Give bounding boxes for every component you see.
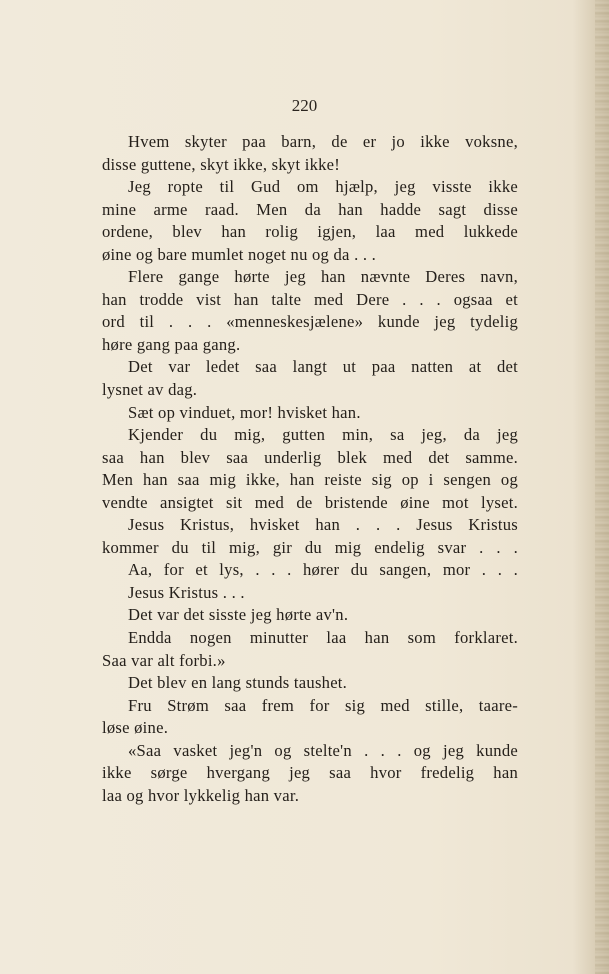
- text-line: vendte ansigtet sit med de bristende øine mot lyset.: [102, 492, 518, 512]
- text-line: Aa, for et lys, . . . hører du sangen, mor . . .: [128, 560, 518, 580]
- text-line: Men han saa mig ikke, han reiste sig op i sengen og: [102, 470, 518, 490]
- text-line: han trodde vist han talte med Dere . . . ogsaa et: [102, 289, 518, 309]
- text-line: Endda nogen minutter laa han som forklaret.: [128, 628, 518, 648]
- text-line: Kjender du mig, gutten min, sa jeg, da jeg: [128, 425, 518, 445]
- text-line: høre gang paa gang.: [102, 334, 241, 354]
- text-line: Sæt op vinduet, mor! hvisket han.: [128, 402, 361, 422]
- text-line: saa han blev saa underlig blek med det samme.: [102, 447, 518, 467]
- text-line: laa og hvor lykkelig han var.: [102, 785, 300, 805]
- text-line: «Saa vasket jeg'n og stelte'n . . . og jeg kunde: [128, 740, 518, 760]
- text-line: kommer du til mig, gir du mig endelig svar . . .: [102, 537, 518, 557]
- page-edge: [595, 0, 609, 974]
- text-line: Jeg ropte til Gud om hjælp, jeg visste ikke: [128, 177, 518, 197]
- text-line: Flere gange hørte jeg han nævnte Deres navn,: [128, 267, 518, 287]
- text-line: øine og bare mumlet noget nu og da . . .: [102, 244, 377, 264]
- text-line: lysnet av dag.: [102, 380, 198, 400]
- text-line: Saa var alt forbi.»: [102, 650, 226, 670]
- body-text: [102, 131, 518, 807]
- text-line: Det blev en lang stunds taushet.: [128, 673, 348, 693]
- text-line: Jesus Kristus . . .: [128, 582, 245, 602]
- text-line: disse guttene, skyt ikke, skyt ikke!: [102, 154, 341, 174]
- text-line: Det var ledet saa langt ut paa natten at det: [128, 357, 518, 377]
- text-line: mine arme raad. Men da han hadde sagt disse: [102, 199, 518, 219]
- page-number: 220: [291, 96, 318, 115]
- text-line: løse øine.: [102, 718, 169, 738]
- text-line: Fru Strøm saa frem for sig med stille, taare-: [128, 695, 518, 715]
- text-line: ord til . . . «menneskesjælene» kunde jeg tydelig: [102, 312, 518, 332]
- text-line: Hvem skyter paa barn, de er jo ikke voksne,: [128, 132, 518, 151]
- text-line: ikke sørge hvergang jeg saa hvor fredelig han: [102, 763, 518, 783]
- text-line: Jesus Kristus, hvisket han . . . Jesus Kristus: [128, 515, 518, 535]
- text-line: ordene, blev han rolig igjen, laa med lukkede: [102, 222, 518, 242]
- text-line: Det var det sisste jeg hørte av'n.: [128, 605, 349, 625]
